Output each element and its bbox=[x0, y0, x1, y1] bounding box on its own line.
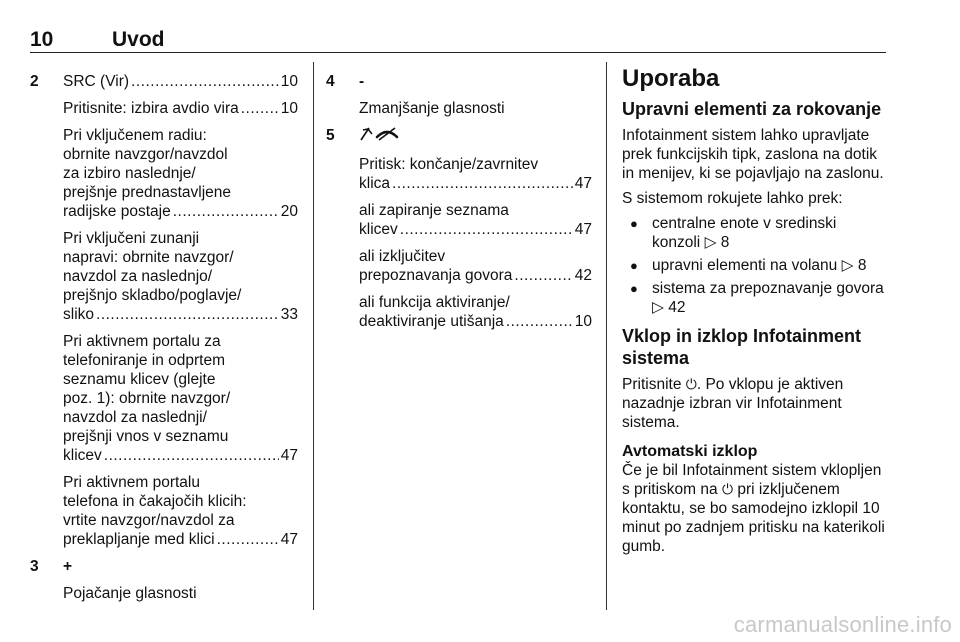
page-number: 10 bbox=[30, 28, 54, 51]
subsection-heading: Vklop in izklop Infotainment sistema bbox=[622, 326, 862, 368]
entry-label: - bbox=[359, 73, 365, 90]
watermark: carmanualsonline.info bbox=[733, 612, 952, 637]
toc-block[interactable]: ali zapiranje seznama klicev ..... 47 bbox=[359, 201, 592, 239]
column-3 bbox=[622, 64, 888, 562]
toc-block[interactable]: Pri aktivnem portalu telefona in čakajočih klicih: vrtite navzgor/navzdol za preklapljanje med klici ..... 47 bbox=[63, 473, 298, 549]
list-item: ● sistema za prepoznavanje govora ▷ 42 bbox=[622, 279, 888, 317]
mute-phone-icon-svg bbox=[359, 126, 405, 142]
paragraph: Infotainment sistem lahko upravljate prek funkcijskih tipk, zaslona na dotik in menijev, ki se pojavljajo na zaslonu. bbox=[622, 127, 884, 182]
mute-phone-icon bbox=[359, 126, 592, 147]
paragraph: Pritisnite ⏻. Po vklopu je aktiven nazadnje izbran vir Infotainment sistema. bbox=[622, 376, 844, 431]
toc-block[interactable]: Pritisk: končanje/zavrnitev klica ..... 47 bbox=[359, 155, 592, 193]
toc-block[interactable]: ali izključitev prepoznavanja govora ..... 42 bbox=[359, 247, 592, 285]
section-heading: Uporaba bbox=[622, 65, 720, 92]
entry-4 bbox=[326, 72, 592, 118]
page-ref-icon[interactable]: ▷ bbox=[652, 299, 664, 316]
bullet-list bbox=[622, 214, 888, 317]
entry-2 bbox=[30, 72, 298, 549]
page-ref-icon[interactable]: ▷ bbox=[704, 234, 717, 251]
subsection-heading: Upravni elementi za rokovanje bbox=[622, 99, 882, 119]
paragraph: Če je bil Infotainment sistem vklopljen s pritiskom na ⏻ pri izključenem kontaktu, se bo samodejno izklopil 10 minut po zadnjem pritisku na katerikoli gumb. bbox=[622, 462, 885, 555]
entry-number: 3 bbox=[30, 558, 39, 575]
header-rule bbox=[30, 52, 886, 53]
entry-5 bbox=[326, 126, 592, 331]
entry-text: Zmanjšanje glasnosti bbox=[359, 100, 505, 117]
entry-number: 2 bbox=[30, 73, 39, 90]
minor-heading: Avtomatski izklop bbox=[622, 443, 758, 460]
entry-number: 4 bbox=[326, 73, 335, 90]
list-item: ● upravni elementi na volanu ▷ 8 bbox=[622, 256, 888, 275]
column-2 bbox=[326, 64, 592, 331]
toc-block[interactable]: Pri vključenem radiu: obrnite navzgor/navzdol za izbiro naslednje/ prejšnje prednastavljene radijske postaje ..... 20 bbox=[63, 126, 298, 221]
toc-block[interactable]: Pri aktivnem portalu za telefoniranje in odprtem seznamu klicev (glejte poz. 1): obrnite navzgor/ navzdol za naslednji/ prejšnji vnos v seznamu klicev ..... 47 bbox=[63, 332, 298, 465]
column-1 bbox=[30, 64, 298, 603]
entry-label: + bbox=[63, 558, 73, 575]
toc-block[interactable]: ali funkcija aktiviranje/ deaktiviranje utišanja ..... 10 bbox=[359, 293, 592, 331]
entry-text: Pojačanje glasnosti bbox=[63, 585, 197, 602]
entry-number: 5 bbox=[326, 127, 335, 144]
page-ref-icon[interactable]: ▷ bbox=[841, 257, 854, 274]
column-divider-1 bbox=[313, 62, 314, 610]
page-header bbox=[30, 28, 886, 52]
toc-line[interactable]: SRC (Vir) ..... 10 bbox=[63, 72, 298, 91]
power-icon: ⏻ bbox=[685, 376, 697, 392]
column-divider-2 bbox=[606, 62, 607, 610]
entry-3 bbox=[30, 557, 298, 603]
power-icon: ⏻ bbox=[721, 481, 734, 497]
page-title: Uvod bbox=[112, 28, 165, 51]
toc-block[interactable]: Pri vključeni zunanji napravi: obrnite navzgor/ navzdol za naslednjo/ prejšnjo skladbo/poglavje/ sliko ..... 33 bbox=[63, 229, 298, 324]
toc-line[interactable]: Pritisnite: izbira avdio vira ..... 10 bbox=[63, 99, 298, 118]
paragraph: S sistemom rokujete lahko prek: bbox=[622, 190, 843, 207]
list-item: ● centralne enote v sredinski konzoli ▷ 8 bbox=[622, 214, 888, 252]
